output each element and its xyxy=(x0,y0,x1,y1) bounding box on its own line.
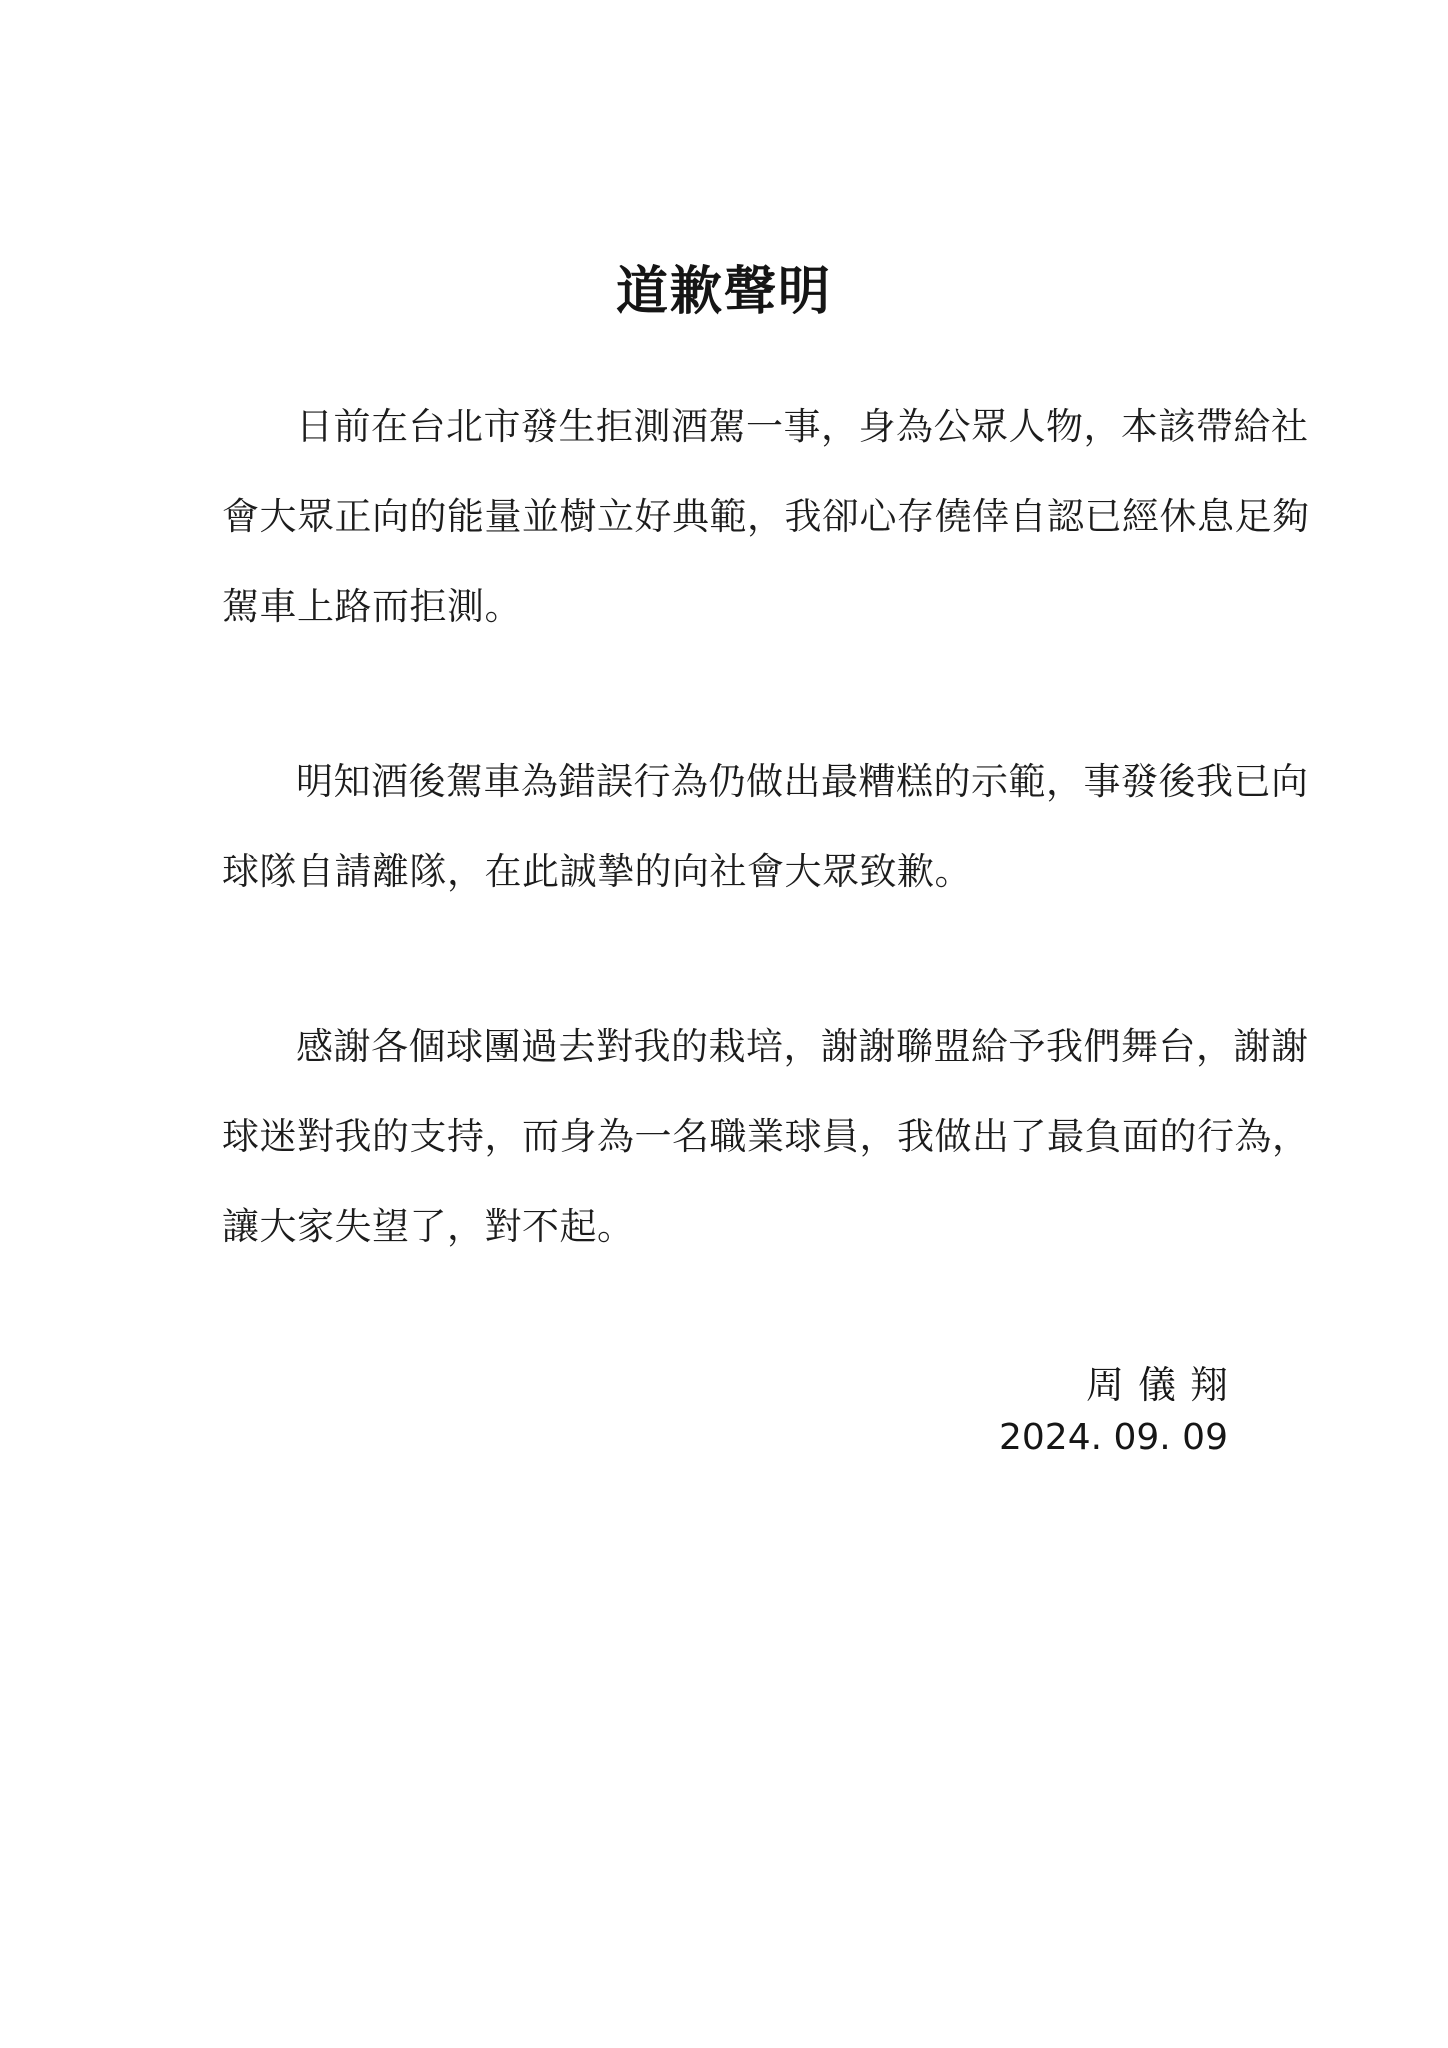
paragraph-2 xyxy=(222,737,1309,917)
paragraph-1 xyxy=(222,382,1310,652)
signature-name: 周儀翔 xyxy=(1085,1363,1242,1407)
document-title: 道歉聲明 xyxy=(615,261,832,322)
text-line: 駕車上路而拒測。 xyxy=(222,585,522,628)
signature-block xyxy=(222,1357,1242,1463)
text-line: 日前在台北市發生拒測酒駕一事，身為公眾人物，本該帶給社 xyxy=(296,405,1309,448)
text-line: 感謝各個球團過去對我的栽培，謝謝聯盟給予我們舞台，謝謝 xyxy=(296,1025,1309,1068)
text-line: 明知酒後駕車為錯誤行為仍做出最糟糕的示範，事發後我已向 xyxy=(296,760,1309,803)
signature-date: 2024. 09. 09 xyxy=(998,1417,1228,1458)
text-line: 讓大家失望了，對不起。 xyxy=(222,1205,635,1248)
text-line: 球隊自請離隊，在此誠摯的向社會大眾致歉。 xyxy=(222,850,972,893)
paragraph-3 xyxy=(222,1002,1310,1272)
document-body xyxy=(222,382,1310,1463)
text-line: 球迷對我的支持，而身為一名職業球員，我做出了最負面的行為， xyxy=(222,1115,1310,1158)
text-line: 會大眾正向的能量並樹立好典範，我卻心存僥倖自認已經休息足夠 xyxy=(222,495,1310,538)
